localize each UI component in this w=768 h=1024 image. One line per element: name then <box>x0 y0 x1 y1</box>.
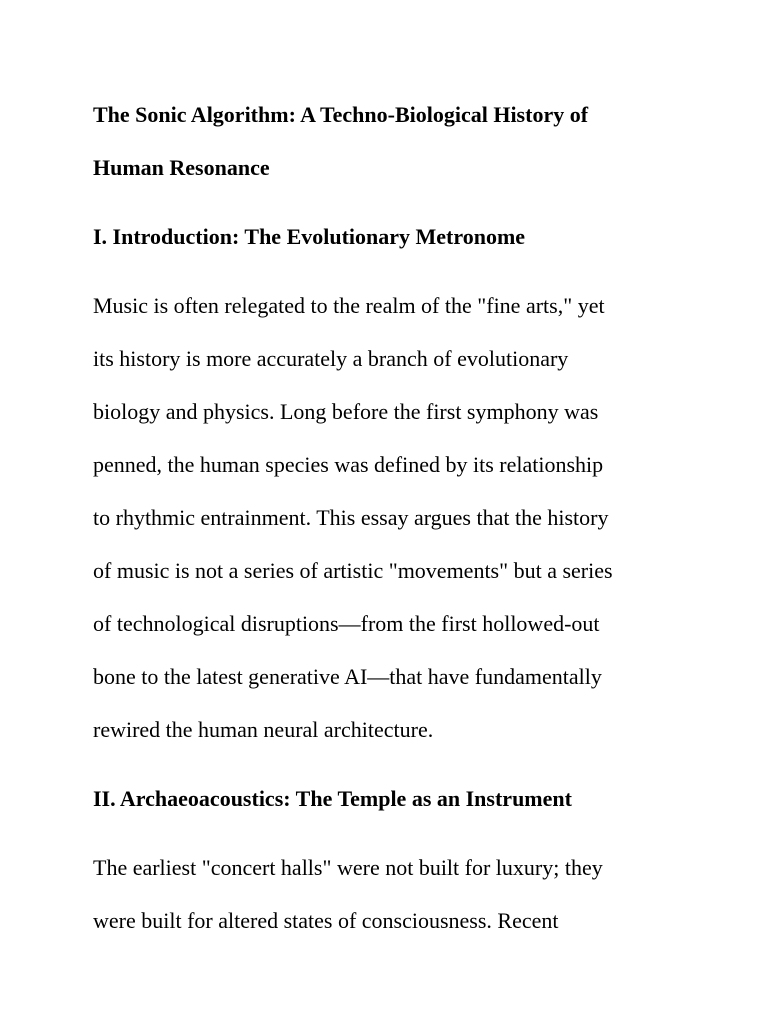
paragraph-line: penned, the human species was defined by its relationship <box>93 452 604 477</box>
paragraph-line: were built for altered states of consciousness. Recent <box>93 908 559 933</box>
archaeoacoustics-paragraph <box>93 841 693 947</box>
section-heading-introduction: I. Introduction: The Evolutionary Metronome <box>93 224 526 249</box>
paragraph-line: to rhythmic entrainment. This essay argues that the history <box>93 505 609 530</box>
paragraph-line: of music is not a series of artistic "movements" but a series <box>93 558 613 583</box>
paragraph-line: Music is often relegated to the realm of the "fine arts," yet <box>93 293 605 318</box>
paragraph-line: The earliest "concert halls" were not built for luxury; they <box>93 855 603 880</box>
introduction-paragraph <box>93 279 693 756</box>
paragraph-line: rewired the human neural architecture. <box>93 717 434 742</box>
document-body <box>93 88 693 963</box>
title-line: The Sonic Algorithm: A Techno-Biological History of <box>93 102 589 127</box>
section-heading-archaeoacoustics: II. Archaeoacoustics: The Temple as an Instrument <box>93 786 572 811</box>
paragraph-line: its history is more accurately a branch of evolutionary <box>93 346 569 371</box>
title-line: Human Resonance <box>93 155 270 180</box>
document-title <box>93 88 693 194</box>
paragraph-line: biology and physics. Long before the first symphony was <box>93 399 599 424</box>
paragraph-line: bone to the latest generative AI—that have fundamentally <box>93 664 602 689</box>
paragraph-line: of technological disruptions—from the first hollowed-out <box>93 611 600 636</box>
